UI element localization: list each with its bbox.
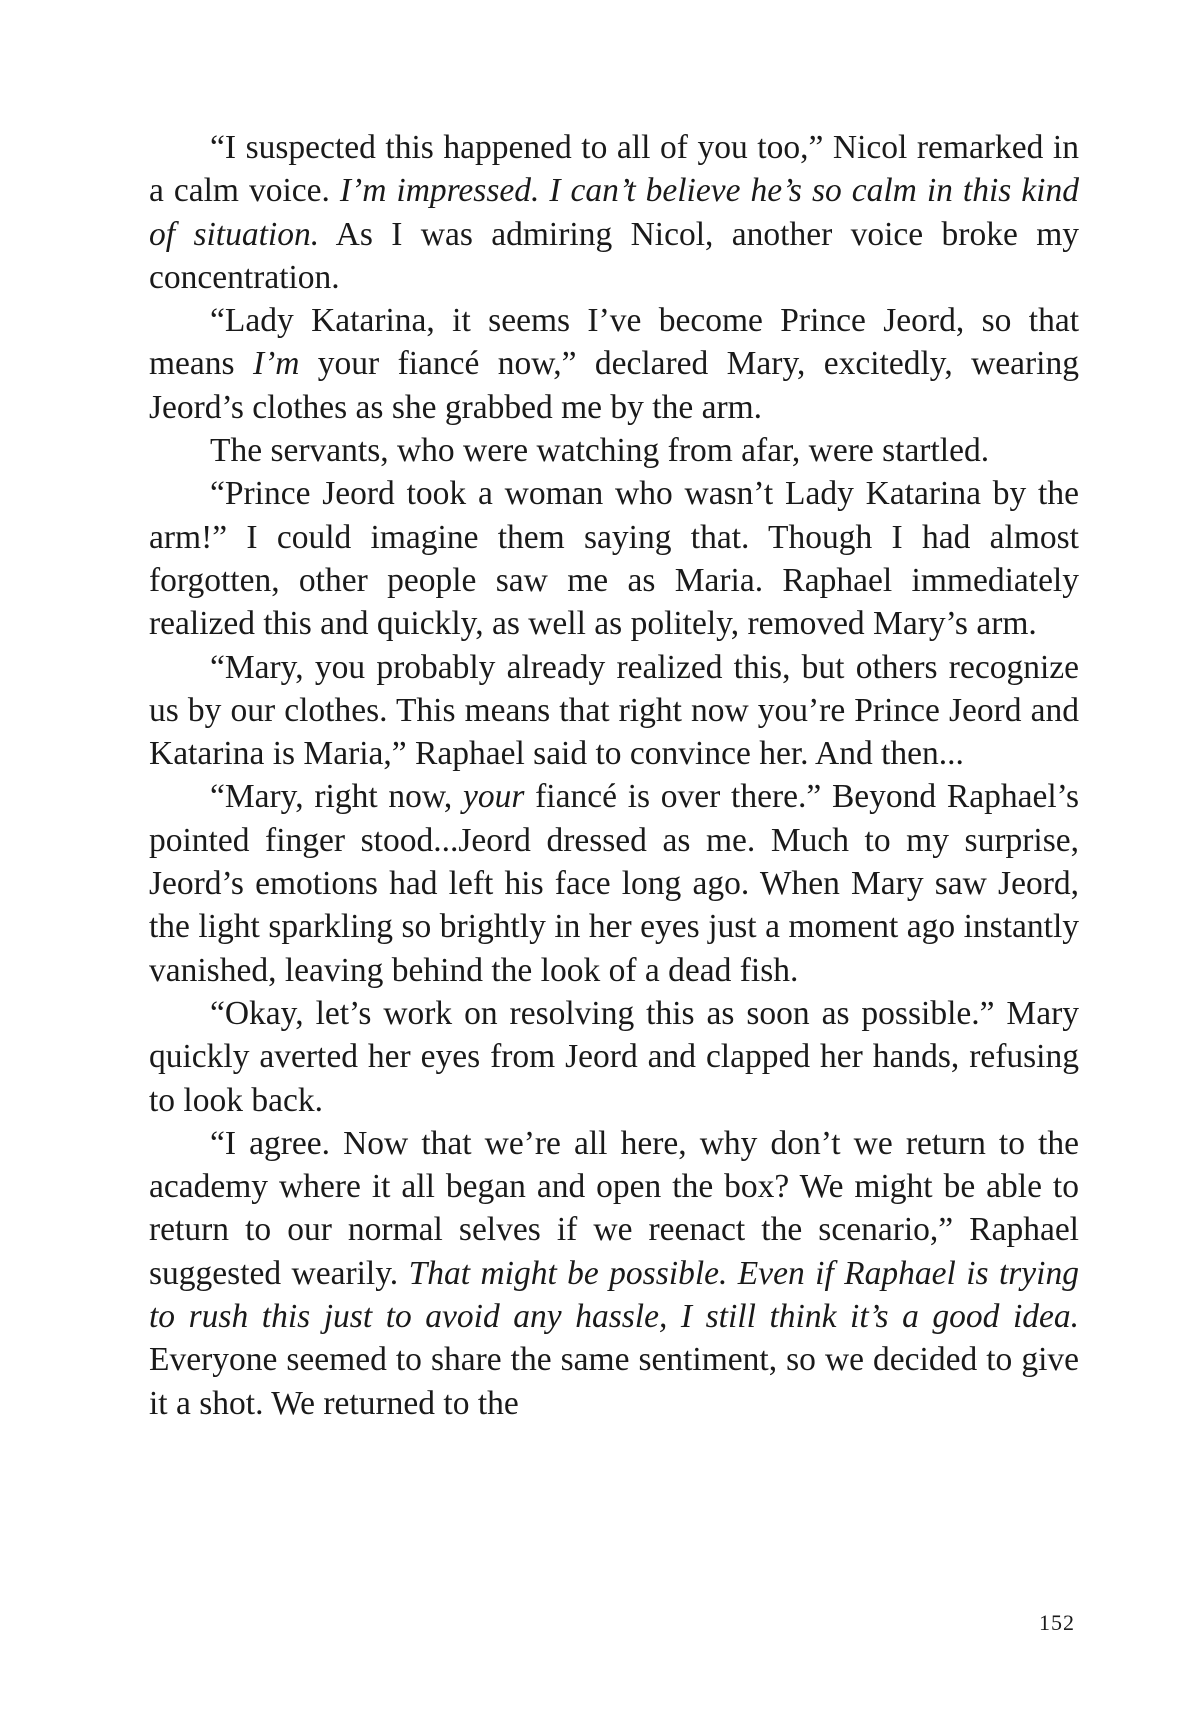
text-run: “Mary, right now, bbox=[210, 778, 463, 816]
paragraph bbox=[149, 646, 1079, 776]
italic-text-run: I’m bbox=[252, 345, 300, 383]
page-body bbox=[149, 126, 1079, 1425]
text-run: The servants, who were watching from afar, were startled. bbox=[210, 432, 990, 470]
text-run: “I suspected this happened to all of you too,” Nicol remarked in a calm voice. bbox=[149, 129, 1079, 210]
text-run: fiancé is over there.” Beyond Raphael’s pointed finger stood...Jeord dressed as me. Much to my surprise, Jeord’s emotions had left his face long ago. When Mary saw Jeord, the light sparkling so brightly in her eyes just a moment ago instantly vanished, leaving behind the look of a dead fish. bbox=[149, 778, 1080, 989]
text-run: “Prince Jeord took a woman who wasn’t Lady Katarina by the arm!” I could imagine them saying that. Though I had almost forgotten, other people saw me as Maria. Raphael immediately realized this and quickly, as well as politely, removed Mary’s arm. bbox=[149, 475, 1079, 643]
paragraph bbox=[149, 472, 1079, 645]
text-run: As I was admiring Nicol, another voice broke my concentration. bbox=[149, 215, 1080, 296]
text-run: “Mary, you probably already realized this, but others recognize us by our clothes. This means that right now you’re Prince Jeord and Katarina is Maria,” Raphael said to convince her. And then... bbox=[149, 648, 1079, 773]
text-run: Everyone seemed to share the same sentiment, so we decided to give it a shot. We returned to the bbox=[149, 1341, 1079, 1422]
italic-text-run: That might be possible. Even if Raphael is trying to rush this just to avoid any hassle, I still think it’s a good idea. bbox=[149, 1254, 1079, 1336]
page-number: 152 bbox=[1039, 1610, 1075, 1635]
paragraph bbox=[149, 775, 1079, 991]
italic-text-run: your bbox=[463, 778, 525, 816]
text-run: “Lady Katarina, it seems I’ve become Prince Jeord, so that means bbox=[149, 302, 1079, 383]
text-run: “I agree. Now that we’re all here, why don’t we return to the academy where it all began and open the box? We might be able to return to our normal selves if we reenact the scenario,” Raphael suggested wearily. bbox=[149, 1124, 1079, 1292]
italic-text-run: I’m impressed. I can’t believe he’s so calm in this kind of situation. bbox=[149, 172, 1079, 253]
paragraph bbox=[149, 992, 1079, 1122]
paragraph bbox=[149, 126, 1079, 299]
paragraph bbox=[149, 1122, 1079, 1425]
text-run: your fiancé now,” declared Mary, excitedly, wearing Jeord’s clothes as she grabbed me by the arm. bbox=[149, 345, 1079, 426]
paragraph bbox=[149, 299, 1079, 429]
paragraph bbox=[149, 429, 1079, 472]
text-run: “Okay, let’s work on resolving this as soon as possible.” Mary quickly averted her eyes from Jeord and clapped her hands, refusing to look back. bbox=[149, 994, 1079, 1119]
